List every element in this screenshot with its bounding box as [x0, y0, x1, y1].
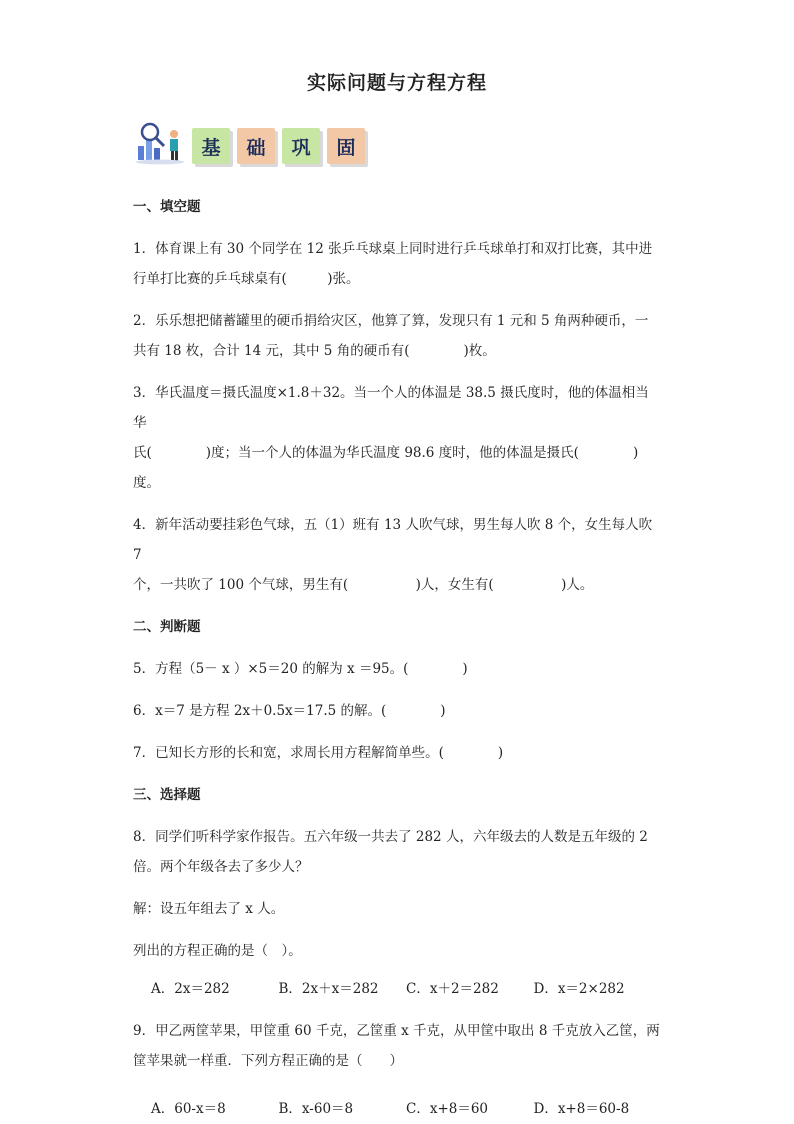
question-9-line-2: 筐苹果就一样重．下列方程正确的是（ ）	[133, 1053, 403, 1069]
banner-char-4: 固	[327, 128, 365, 164]
question-3-line-1: 3．华氏温度＝摄氏温度×1.8＋32。当一个人的体温是 38.5 摄氏度时，他的体温相当华	[133, 385, 649, 431]
option-a: A．2x＝282	[151, 981, 230, 997]
worksheet-body	[133, 192, 661, 1124]
question-2	[133, 306, 661, 366]
question-1	[133, 234, 661, 294]
question-8-solution: 解：设五年组去了 x 人。	[133, 901, 285, 917]
question-1-line-1: 1．体育课上有 30 个同学在 12 张乒乓球桌上同时进行乒乓球单打和双打比赛，其中进	[133, 241, 653, 257]
question-2-line-2: 共有 18 枚，合计 14 元，其中 5 角的硬币有( )枚。	[133, 343, 496, 359]
option-d: D．x+8＝60-8	[533, 1101, 630, 1117]
question-4-line-1: 4．新年活动要挂彩色气球，五（1）班有 13 人吹气球，男生每人吹 8 个，女生每人吹 7	[133, 517, 653, 563]
question-9-line-1: 9．甲乙两筐苹果，甲筐重 60 千克，乙筐重 x 千克，从甲筐中取出 8 千克放入乙筐，两	[133, 1023, 660, 1039]
option-d: D．x＝2×282	[533, 981, 625, 997]
section-heading-fill: 一、填空题	[133, 199, 201, 215]
option-c: C．x＋2＝282	[406, 981, 499, 997]
question-4	[133, 510, 661, 600]
section-banner	[132, 120, 372, 166]
option-b: B．2x＋x＝282	[278, 981, 379, 997]
question-8-prompt: 列出的方程正确的是（ ）。	[133, 943, 302, 959]
question-9-options	[133, 1094, 661, 1124]
section-heading-choice: 三、选择题	[133, 787, 201, 803]
question-8-line-2: 倍。两个年级各去了多少人？	[133, 859, 309, 875]
option-b: B．x-60＝8	[278, 1101, 354, 1117]
question-2-line-1: 2．乐乐想把储蓄罐里的硬币捐给灾区，他算了算，发现只有 1 元和 5 角两种硬币，一	[133, 313, 649, 329]
question-3-line-2: 氏( )度；当一个人的体温为华氏温度 98.6 度时，他的体温是摄氏( )度。	[133, 445, 639, 491]
question-4-line-2: 个，一共吹了 100 个气球，男生有( )人，女生有( )人。	[133, 577, 594, 593]
question-8-options	[133, 974, 661, 1004]
question-9	[133, 1016, 661, 1076]
page-title: 实际问题与方程方程	[306, 72, 487, 94]
question-8-line-1: 8．同学们听科学家作报告。五六年级一共去了 282 人，六年级去的人数是五年级的 2	[133, 829, 648, 845]
question-8	[133, 822, 661, 882]
question-5: 5．方程（5－ x ）×5＝20 的解为 x ＝95。( )	[133, 661, 468, 677]
question-7: 7．已知长方形的长和宽，求周长用方程解简单些。( )	[133, 745, 504, 761]
option-c: C．x+8＝60	[406, 1101, 489, 1117]
magnifier-chart-icon	[132, 120, 188, 166]
question-3	[133, 378, 661, 498]
question-6: 6．x＝7 是方程 2x＋0.5x＝17.5 的解。( )	[133, 703, 446, 719]
banner-char-2: 础	[237, 128, 275, 164]
banner-char-1: 基	[192, 128, 230, 164]
option-a: A．60-x＝8	[151, 1101, 226, 1117]
question-1-line-2: 行单打比赛的乒乓球桌有( )张。	[133, 271, 360, 287]
banner-char-3: 巩	[282, 128, 320, 164]
section-heading-judge: 二、判断题	[133, 619, 201, 635]
